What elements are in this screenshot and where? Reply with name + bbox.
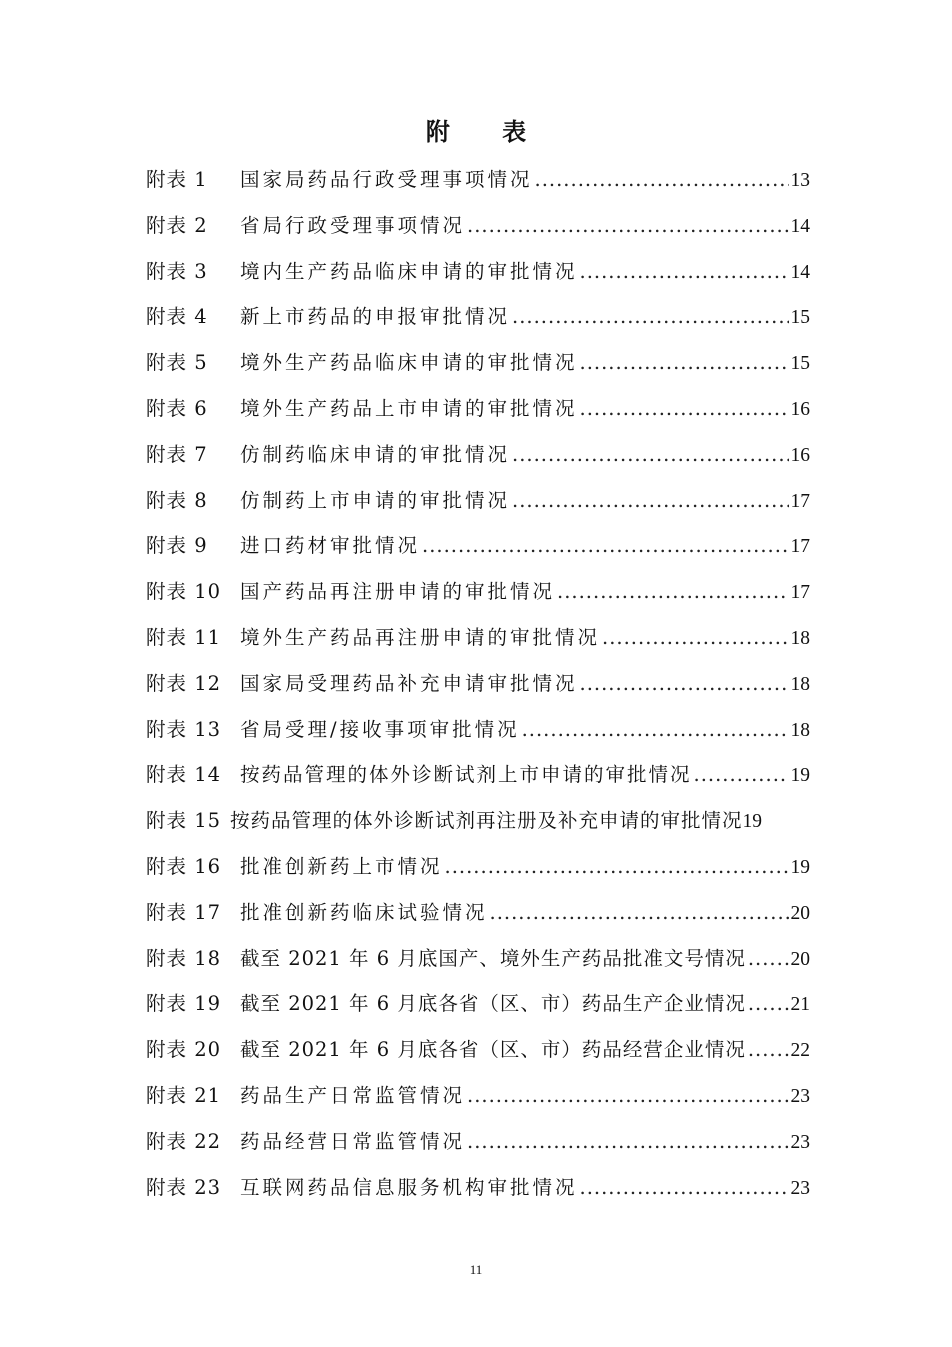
toc-entry-label: 附表 10 xyxy=(146,580,222,604)
dot-leader xyxy=(602,620,788,656)
toc-entry-label: 附表 11 xyxy=(146,625,222,649)
toc-entry-title: 仿制药临床申请的审批情况 xyxy=(240,442,511,466)
toc-entry[interactable] xyxy=(146,620,810,666)
toc-entry-page: 16 xyxy=(790,398,810,420)
toc-entry[interactable] xyxy=(146,895,810,941)
toc-entry-page: 22 xyxy=(790,1040,810,1062)
toc-entry-label: 附表 15 xyxy=(146,809,222,833)
toc-entry[interactable] xyxy=(146,986,810,1032)
toc-entry-page: 21 xyxy=(790,994,810,1016)
toc-entry-page: 15 xyxy=(790,307,810,329)
toc-entry-page: 20 xyxy=(790,902,810,924)
toc-entry[interactable] xyxy=(146,666,810,712)
toc-entry-page: 14 xyxy=(790,261,810,283)
toc-entry-title: 截至 2021 年 6 月底各省（区、市）药品生产企业情况 xyxy=(240,992,746,1016)
toc-entry-label: 附表 21 xyxy=(146,1083,222,1107)
toc-entry-label: 附表 9 xyxy=(146,534,208,558)
dot-leader xyxy=(422,528,788,564)
toc-entry-label: 附表 4 xyxy=(146,305,208,329)
toc-entry-label: 附表 2 xyxy=(146,213,208,237)
toc-entry[interactable] xyxy=(146,803,810,849)
toc-entry[interactable] xyxy=(146,162,810,208)
toc-entry-title: 境外生产药品上市申请的审批情况 xyxy=(240,396,578,420)
toc-entry-label: 附表 20 xyxy=(146,1038,222,1062)
toc-entry[interactable] xyxy=(146,483,810,529)
toc-entry[interactable] xyxy=(146,345,810,391)
dot-leader xyxy=(580,1170,789,1206)
page-number: 11 xyxy=(469,1262,483,1277)
dot-leader xyxy=(522,712,789,748)
toc-entry-page: 14 xyxy=(790,215,810,237)
toc-entry[interactable] xyxy=(146,941,810,987)
dot-leader xyxy=(512,299,788,335)
toc-entry-title: 境外生产药品再注册申请的审批情况 xyxy=(240,625,601,649)
toc-entry-page: 19 xyxy=(790,765,810,787)
toc-entry-title: 境外生产药品临床申请的审批情况 xyxy=(240,351,578,375)
toc-entry-title: 省局受理/接收事项审批情况 xyxy=(240,717,520,741)
toc-entry-title: 省局行政受理事项情况 xyxy=(240,213,466,237)
dot-leader xyxy=(445,849,789,885)
toc-entry-label: 附表 19 xyxy=(146,992,222,1016)
toc-entry-title: 药品经营日常监管情况 xyxy=(240,1129,466,1153)
toc-entry[interactable] xyxy=(146,849,810,895)
toc-entry-label: 附表 7 xyxy=(146,442,208,466)
toc-entry-page: 18 xyxy=(790,627,810,649)
toc-entry[interactable] xyxy=(146,208,810,254)
toc-entry-label: 附表 22 xyxy=(146,1129,222,1153)
toc-entry-title: 国家局受理药品补充申请审批情况 xyxy=(240,671,578,695)
toc-entry-title: 药品生产日常监管情况 xyxy=(240,1083,466,1107)
dot-leader xyxy=(467,208,788,244)
toc-entry-page: 15 xyxy=(790,353,810,375)
toc-entry-label: 附表 6 xyxy=(146,396,208,420)
toc-entry-page: 17 xyxy=(790,582,810,604)
toc-entry[interactable] xyxy=(146,528,810,574)
dot-leader xyxy=(580,254,789,290)
dot-leader xyxy=(512,437,788,473)
toc-entry[interactable] xyxy=(146,1078,810,1124)
toc-entry[interactable] xyxy=(146,1124,810,1170)
toc-entry-page: 17 xyxy=(790,490,810,512)
dot-leader xyxy=(535,162,789,198)
toc-entry-page: 17 xyxy=(790,536,810,558)
toc-entry-page: 23 xyxy=(790,1177,810,1199)
toc-entry-page: 23 xyxy=(790,1085,810,1107)
toc-entry-label: 附表 1 xyxy=(146,168,208,191)
toc-entry-title: 批准创新药上市情况 xyxy=(240,854,443,878)
toc-entry-label: 附表 14 xyxy=(146,763,222,787)
toc-entry[interactable] xyxy=(146,299,810,345)
toc-entry[interactable] xyxy=(146,757,810,803)
toc-entry-title: 互联网药品信息服务机构审批情况 xyxy=(240,1175,578,1199)
toc-entry[interactable] xyxy=(146,1170,810,1216)
toc-entry-page: 13 xyxy=(790,170,810,191)
dot-leader xyxy=(467,1124,788,1160)
toc-entry-title: 国产药品再注册申请的审批情况 xyxy=(240,580,556,604)
toc-entry-label: 附表 3 xyxy=(146,259,208,283)
toc-entry[interactable] xyxy=(146,1032,810,1078)
toc-entry-title: 按药品管理的体外诊断试剂再注册及补充申请的审批情况 xyxy=(230,809,743,833)
toc-entry-title: 境内生产药品临床申请的审批情况 xyxy=(240,259,578,283)
toc-entry[interactable] xyxy=(146,437,810,483)
toc-entry[interactable] xyxy=(146,391,810,437)
toc-entry-page: 19 xyxy=(790,856,810,878)
toc-entry-label: 附表 17 xyxy=(146,900,222,924)
dot-leader xyxy=(490,895,789,931)
toc-entry-title: 仿制药上市申请的审批情况 xyxy=(240,488,511,512)
toc-entry[interactable] xyxy=(146,254,810,300)
toc-entry-page: 19 xyxy=(742,811,763,833)
dot-leader xyxy=(748,1032,789,1068)
toc-entry-page: 20 xyxy=(790,948,810,970)
toc-entry-label: 附表 18 xyxy=(146,946,222,970)
page-title: 附 表 xyxy=(425,117,549,146)
toc-entry-title: 批准创新药临床试验情况 xyxy=(240,900,488,924)
dot-leader xyxy=(694,757,789,793)
toc-entry-label: 附表 5 xyxy=(146,351,208,375)
dot-leader xyxy=(512,483,788,519)
toc-entry-label: 附表 16 xyxy=(146,854,222,878)
dot-leader xyxy=(580,666,789,702)
toc-entry-page: 18 xyxy=(790,719,810,741)
toc-entry-label: 附表 13 xyxy=(146,717,222,741)
dot-leader xyxy=(580,391,789,427)
dot-leader xyxy=(748,941,789,977)
toc-entry-title: 进口药材审批情况 xyxy=(240,534,421,558)
toc-entry-page: 16 xyxy=(790,444,810,466)
toc-entry-label: 附表 8 xyxy=(146,488,208,512)
toc-entry[interactable] xyxy=(146,712,810,758)
table-of-contents xyxy=(146,162,810,1215)
dot-leader xyxy=(748,986,789,1022)
toc-entry-page: 18 xyxy=(790,673,810,695)
dot-leader xyxy=(557,574,788,610)
dot-leader xyxy=(580,345,789,381)
toc-entry-label: 附表 23 xyxy=(146,1175,222,1199)
toc-entry-title: 截至 2021 年 6 月底国产、境外生产药品批准文号情况 xyxy=(240,946,746,970)
toc-entry-title: 截至 2021 年 6 月底各省（区、市）药品经营企业情况 xyxy=(240,1038,746,1062)
toc-entry[interactable] xyxy=(146,574,810,620)
dot-leader xyxy=(467,1078,788,1114)
toc-entry-title: 按药品管理的体外诊断试剂上市申请的审批情况 xyxy=(240,763,692,787)
toc-entry-title: 国家局药品行政受理事项情况 xyxy=(240,168,533,191)
toc-entry-label: 附表 12 xyxy=(146,671,222,695)
toc-entry-title: 新上市药品的申报审批情况 xyxy=(240,305,511,329)
toc-entry-page: 23 xyxy=(790,1131,810,1153)
